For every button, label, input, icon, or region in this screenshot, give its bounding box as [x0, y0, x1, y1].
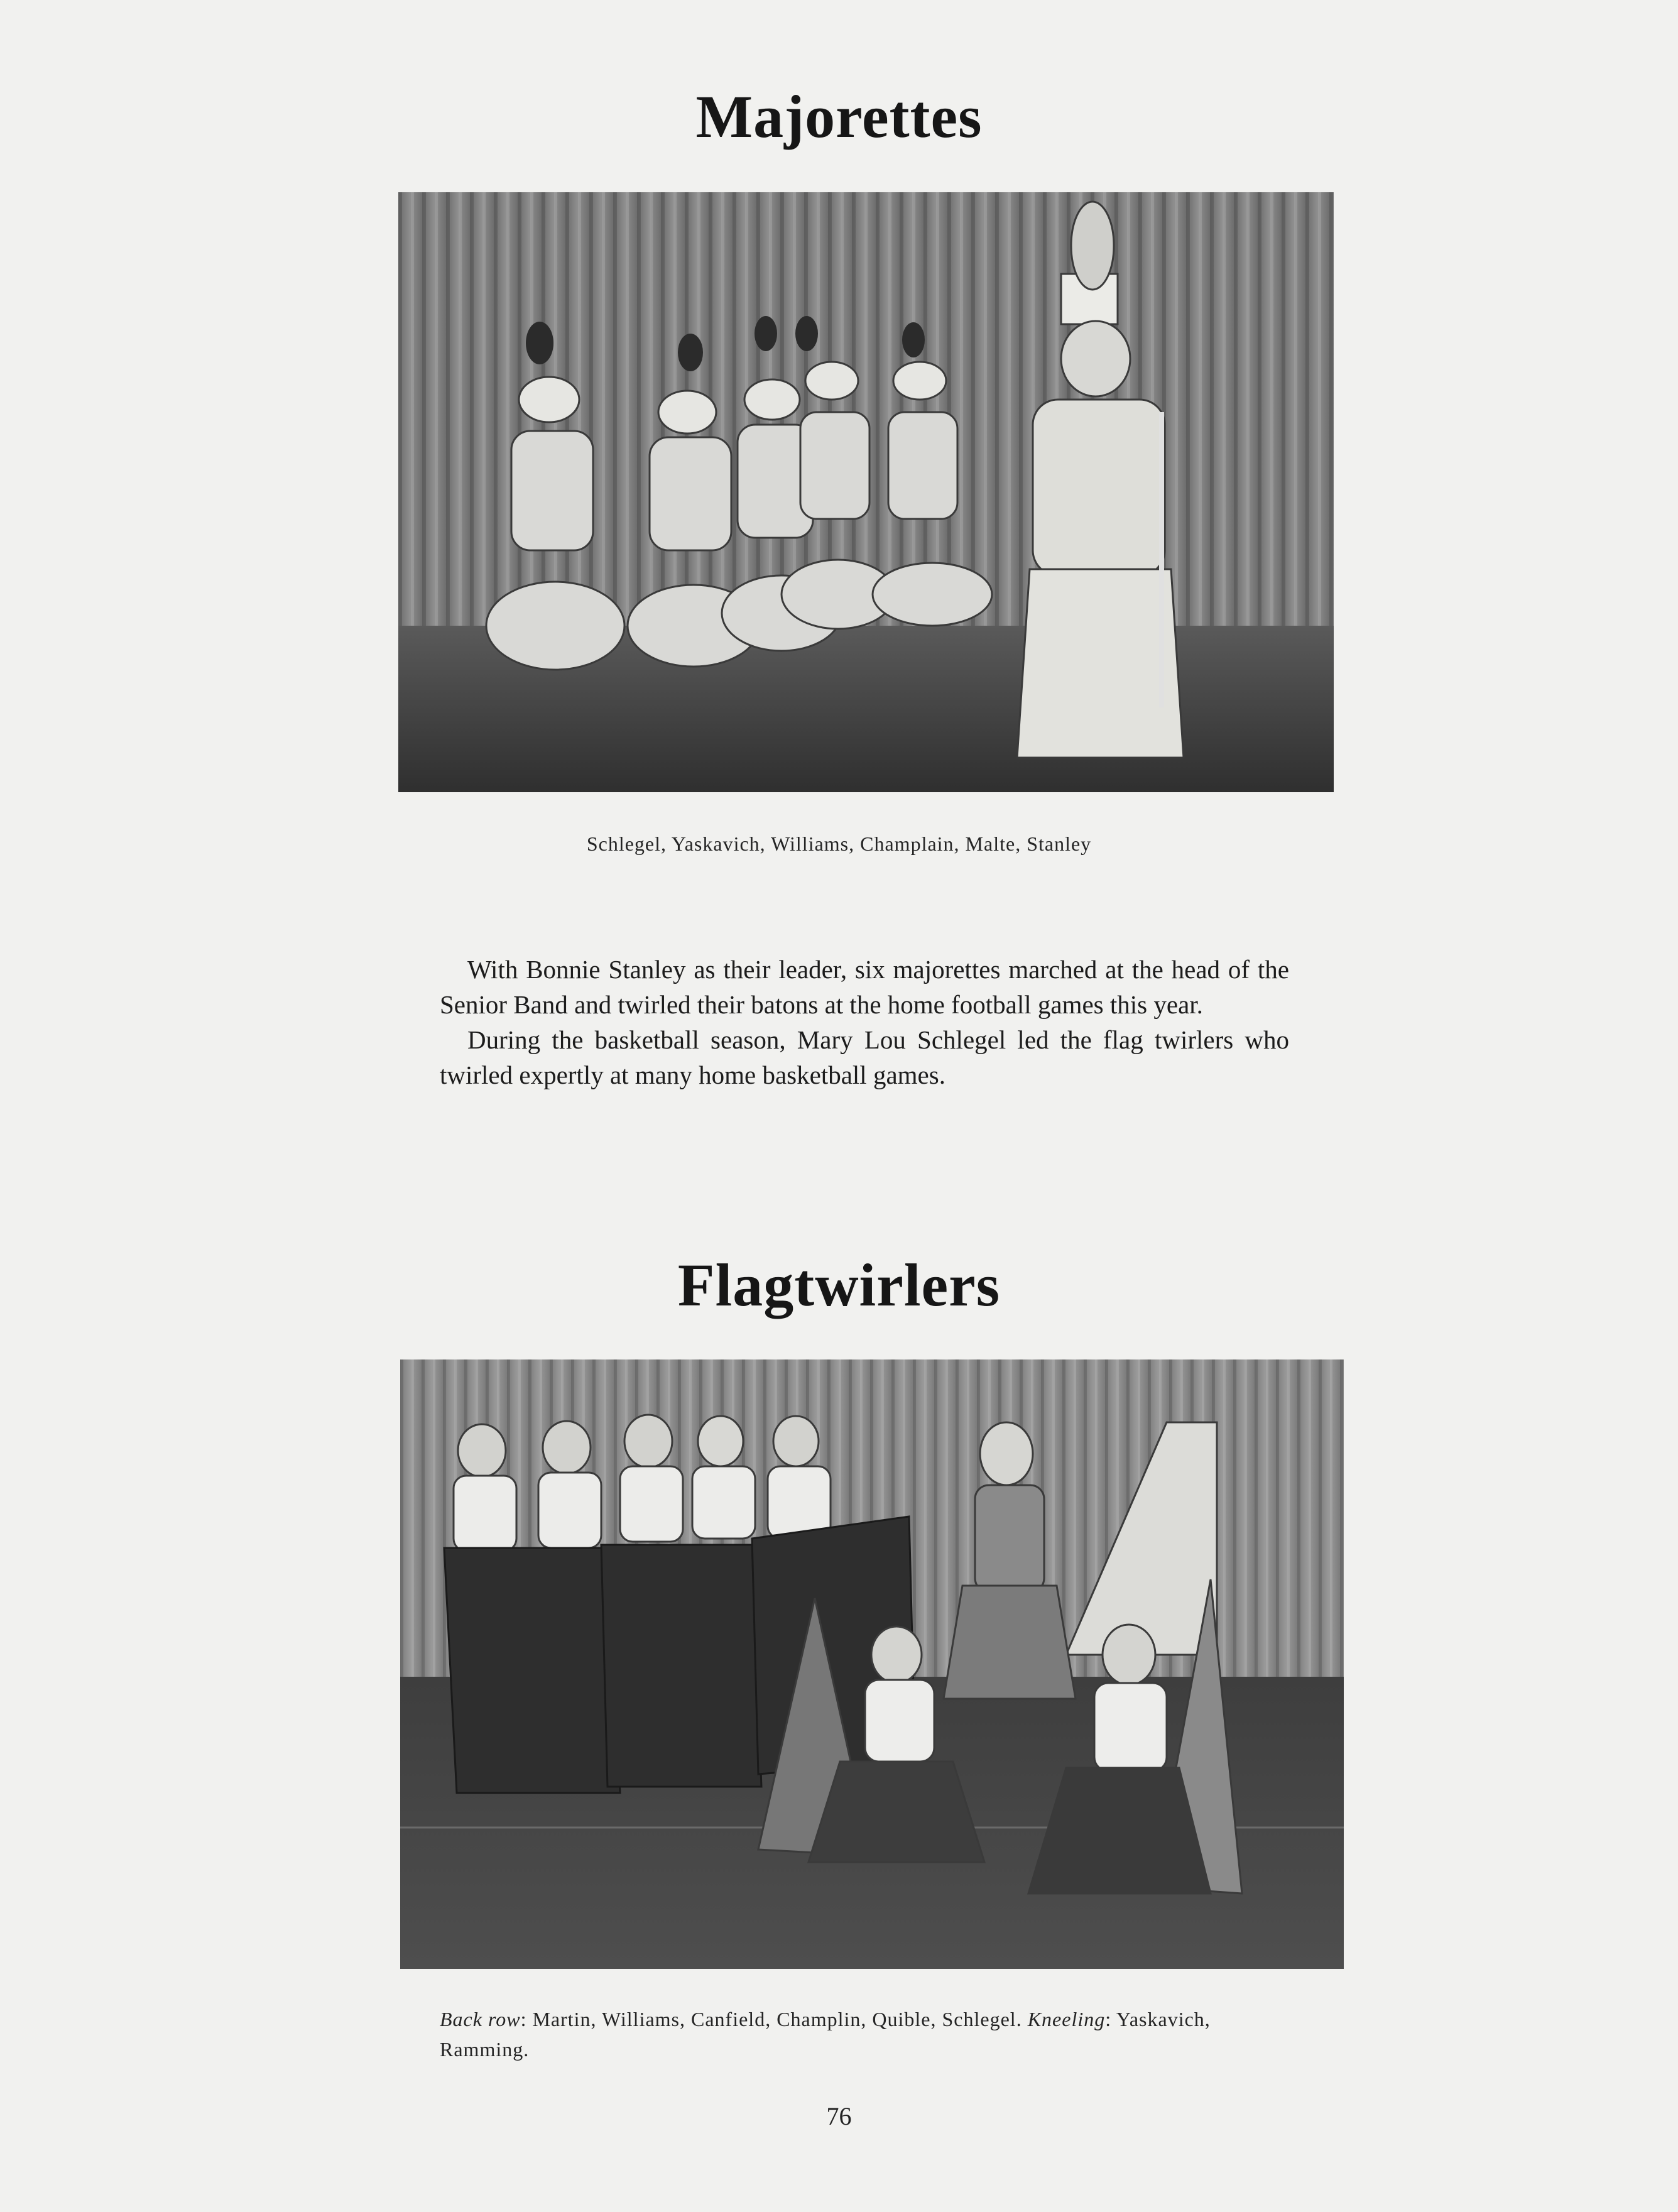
body-paragraph-1: With Bonnie Stanley as their leader, six majorettes marched at the head of the Senior Band and twirled their batons at the home football games this year. [440, 955, 1289, 1019]
flagtwirlers-photo [400, 1359, 1344, 1969]
caption-kneeling: : Yaskavich, Ramming. [440, 2008, 1211, 2061]
caption-label-back: Back row [440, 2008, 521, 2030]
body-paragraph-2: During the basketball season, Mary Lou Schlegel led the flag twirlers who twirled expertly at many home basketball games. [440, 1025, 1289, 1089]
majorettes-title: Majorettes [695, 83, 983, 150]
flagtwirlers-caption [440, 2004, 1294, 2064]
caption-label-kneeling: Kneeling [1027, 2008, 1106, 2030]
flagtwirlers-title: Flagtwirlers [677, 1251, 1001, 1319]
page-number: 76 [826, 2102, 852, 2130]
caption-back-row: : Martin, Williams, Canfield, Champlin, Quible, Schlegel. [520, 2008, 1028, 2030]
body-text [440, 952, 1289, 1092]
majorettes-photo [398, 192, 1334, 792]
majorettes-caption: Schlegel, Yaskavich, Williams, Champlain, Malte, Stanley [586, 832, 1092, 855]
